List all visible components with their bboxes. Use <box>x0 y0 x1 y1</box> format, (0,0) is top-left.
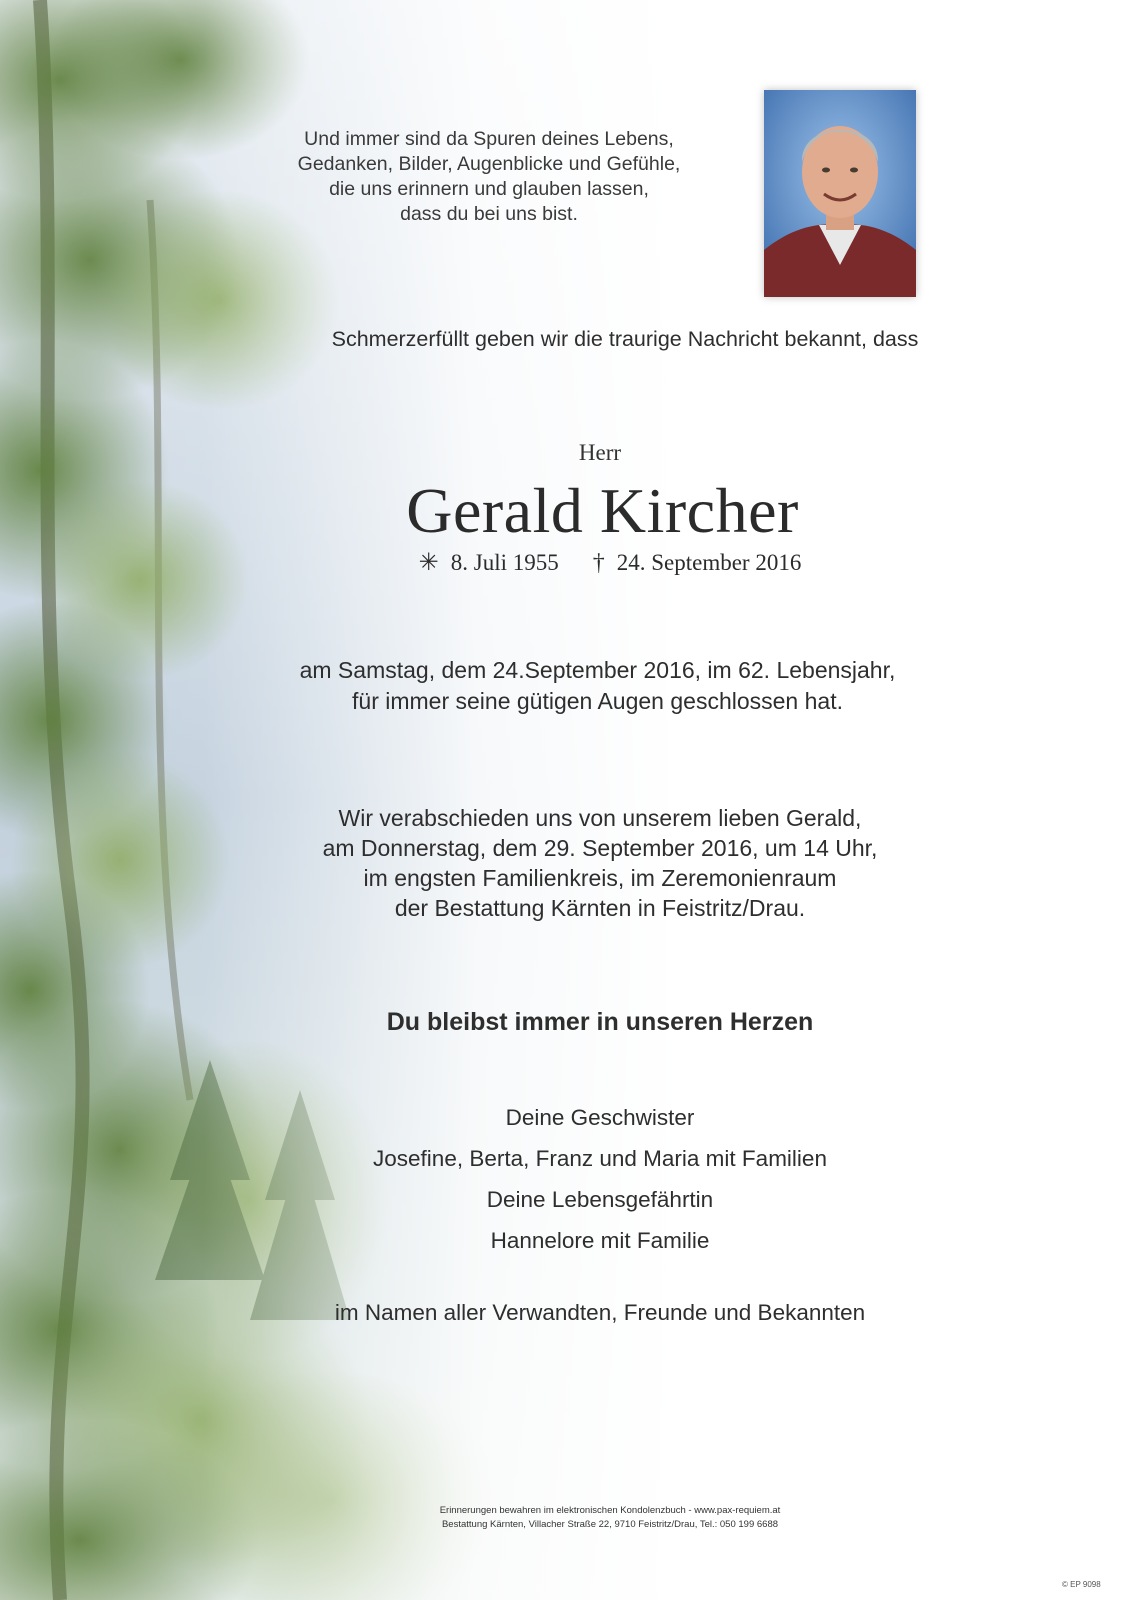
birth-date: 8. Juli 1955 <box>450 550 559 575</box>
family-line: Josefine, Berta, Franz und Maria mit Familien <box>373 1146 827 1171</box>
footer-line: Bestattung Kärnten, Villacher Straße 22, 9710 Feistritz/Drau, Tel.: 050 199 6688 <box>441 1519 779 1530</box>
farewell-line: der Bestattung Kärnten in Feistritz/Drau. <box>394 895 806 921</box>
motto: Du bleibst immer in unseren Herzen <box>386 1008 814 1036</box>
footer-line: Erinnerungen bewahren im elektronischen Kondolenzbuch - www.pax-requiem.at <box>439 1505 781 1516</box>
birth-star-icon: ✳ <box>418 550 439 576</box>
farewell-line: im engsten Familienkreis, im Zeremonienraum <box>363 865 837 891</box>
poem-line: dass du bei uns bist. <box>400 203 578 225</box>
announcement: Schmerzerfüllt geben wir die traurige Nachricht bekannt, dass <box>331 327 919 351</box>
family-line: Deine Geschwister <box>505 1105 695 1130</box>
death-cross-icon: † <box>592 550 605 576</box>
template-code: © EP 9098 <box>1062 1580 1101 1589</box>
footer <box>330 1504 890 1532</box>
farewell-notice <box>280 803 920 923</box>
memorial-poem <box>239 127 739 227</box>
farewell-line: Wir verabschieden uns von unserem lieben Gerald, <box>338 805 862 831</box>
passing-line: am Samstag, dem 24.September 2016, im 62. Lebensjahr, <box>299 657 896 683</box>
life-dates <box>370 548 850 577</box>
relatives-line: im Namen aller Verwandten, Freunde und Bekannten <box>334 1300 866 1325</box>
poem-line: Gedanken, Bilder, Augenblicke und Gefühle, <box>297 153 681 175</box>
family-mourners <box>300 1097 900 1261</box>
farewell-line: am Donnerstag, dem 29. September 2016, um 14 Uhr, <box>322 835 878 861</box>
poem-line: die uns erinnern und glauben lassen, <box>329 178 649 200</box>
portrait-photo <box>764 90 916 297</box>
family-line: Hannelore mit Familie <box>490 1228 710 1253</box>
deceased-name: Gerald Kircher <box>406 475 799 546</box>
passing-notice <box>260 655 935 717</box>
family-line: Deine Lebensgefährtin <box>486 1187 714 1212</box>
passing-line: für immer seine gütigen Augen geschlossen hat. <box>352 688 843 714</box>
salutation: Herr <box>578 440 622 465</box>
death-date: 24. September 2016 <box>616 550 802 575</box>
poem-line: Und immer sind da Spuren deines Lebens, <box>304 128 674 150</box>
